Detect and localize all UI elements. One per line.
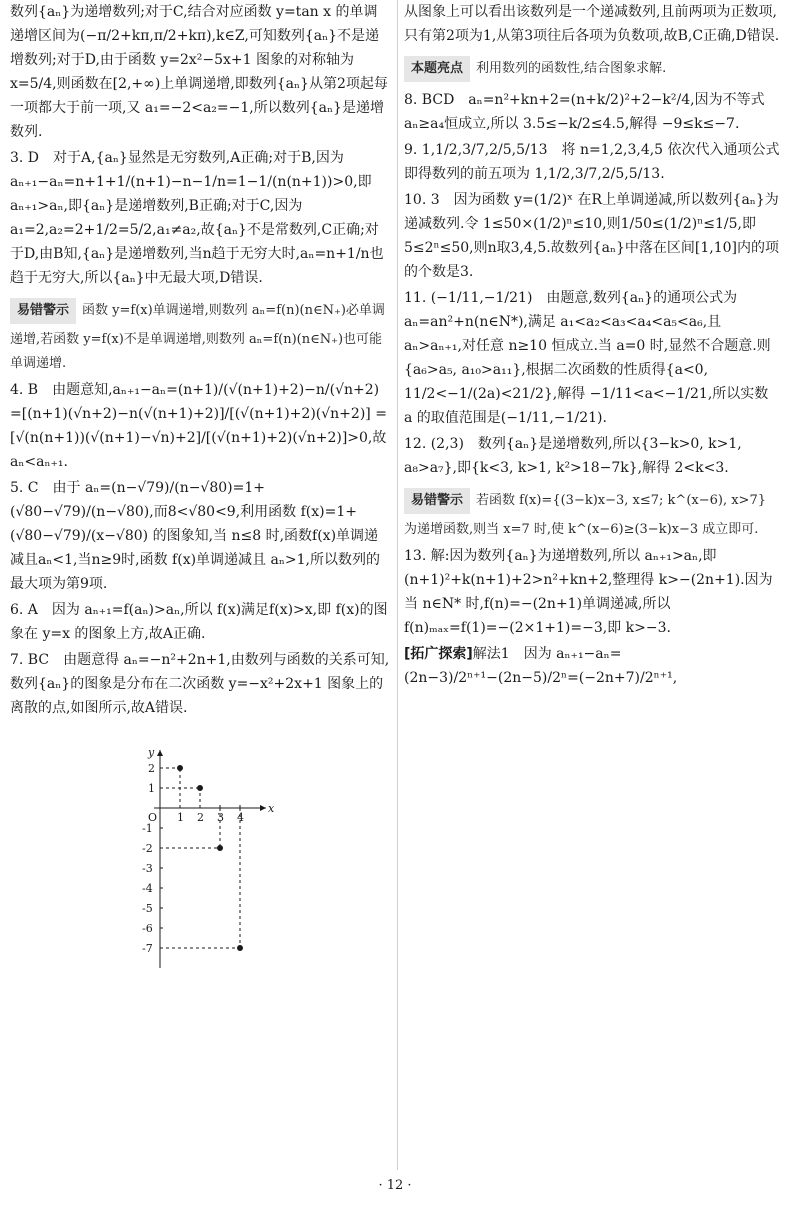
data-point [197, 785, 203, 791]
solution-9: 9. 1,1/2,3/7,2/5,5/13 将 n=1,2,3,4,5 依次代入通项公式即得数列的前五项为 1,1/2,3/7,2/5,5/13. [404, 142, 780, 182]
solution-7: 7. BC 由题意得 aₙ=−n²+2n+1,由数列与函数的关系可知,数列{aₙ}的图象是分布在二次函数 y=−x²+2x+1 图象上的离散的点,如图所示,故A错误. [10, 652, 390, 716]
origin-label: O [148, 811, 158, 824]
y-tick-label: -5 [142, 902, 153, 915]
warning-box-2 [404, 482, 780, 542]
extension-tag: [拓广探索] [404, 646, 473, 662]
data-point [177, 765, 183, 771]
highlight-box [404, 50, 780, 86]
solution-13: 13. 解:因为数列{aₙ}为递增数列,所以 aₙ₊₁>aₙ,即(n+1)²+k(n+1)+2>n²+kn+2,整理得 k>−(2n+1).因为当 n∈N* 时,f(n)=−(2n+1)单调递减,所以 f(n)ₘₐₓ=f(1)=−(2×1+1)=−3,即 k>−3. [404, 548, 773, 636]
page-number: · 12 · [378, 1178, 412, 1193]
warning-text: 若函数 f(x)={(3−k)x−3, x≤7; k^(x−6), x>7} 为递增函数,则当 x=7 时,使 k^(x−6)≥(3−k)x−3 成立即可. [404, 493, 766, 537]
sequence-scatter-figure [10, 728, 390, 978]
y-tick-label: 2 [148, 762, 155, 775]
y-axis-arrow [157, 750, 163, 756]
solution-11: 11. (−1/11,−1/21) 由题意,数列{aₙ}的通项公式为aₙ=an²+n(n∈N*),满足 a₁<a₂<a₃<a₄<a₅<a₆,且 aₙ>aₙ₊₁,对任意 n≥10 恒成立.当 a=0 时,显然不合题意.则{a₆>a₅, a₁₀>a₁₁},根据二次函数的性质得{a<0, 11/2<−1/(2a)<21/2},解得 −1/11<a<−1/21,所以实数 a 的取值范围是(−1/11,−1/21). [404, 290, 771, 426]
y-tick-label: -1 [142, 822, 153, 835]
warning-box-1 [10, 292, 390, 376]
solution-8: 8. BCD aₙ=n²+kn+2=(n+k/2)²+2−k²/4,因为不等式aₙ≥a₄恒成立,所以 3.5≤−k/2≤4.5,解得 −9≤k≤−7. [404, 92, 765, 132]
solution-7-continued: 从图象上可以看出该数列是一个递减数列,且前两项为正数项,只有第2项为1,从第3项往后各项为负数项,故B,C正确,D错误. [404, 4, 780, 44]
solution-3: 3. D 对于A,{aₙ}显然是无穷数列,A正确;对于B,因为 aₙ₊₁−aₙ=n+1+1/(n+1)−n−1/n=1−1/(n(n+1))>0,即 aₙ₊₁>aₙ,即{aₙ}是递增数列,B正确;对于C,因为 a₁=2,a₂=2+1/2=5/2,a₁≠a₂,故{aₙ}不是常数列,C正确;对于D,由B知,{aₙ}是递增数列,当n趋于无穷大时,aₙ=n+1/n也趋于无穷大,所以{aₙ}中无最大项,D错误. [10, 150, 384, 286]
y-tick-label: -4 [142, 882, 153, 895]
solution-continuation-2: 数列{aₙ}为递增数列;对于C,结合对应函数 y=tan x 的单调递增区间为(−π/2+kπ,π/2+kπ),k∈Z,可知数列{aₙ}不是递增数列;对于D,由于函数 y=2x²−5x+1 图象的对称轴为 x=5/4,则函数在[2,+∞)上单调递增,即数列{aₙ}从第2项起每一项都大于前一项,又 a₁=−2<a₂=−1,所以数列{aₙ}是递增数列. [10, 4, 388, 140]
x-tick-label: 4 [237, 811, 244, 824]
warning-text: 函数 y=f(x)单调递增,则数列 aₙ=f(n)(n∈N₊)必单调递增,若函数 y=f(x)不是单调递增,则数列 aₙ=f(n)(n∈N₊)也可能单调递增. [10, 303, 385, 371]
y-tick-label: -6 [142, 922, 153, 935]
y-tick-label: -7 [142, 942, 153, 955]
data-point [237, 945, 243, 951]
x-tick-label: 1 [177, 811, 184, 824]
highlight-text: 利用数列的函数性,结合图象求解. [476, 61, 667, 76]
x-axis-label: x [268, 802, 275, 815]
solution-6: 6. A 因为 aₙ₊₁=f(aₙ)>aₙ,所以 f(x)满足f(x)>x,即 f(x)的图象在 y=x 的图象上方,故A正确. [10, 602, 388, 642]
x-axis-arrow [260, 805, 266, 811]
solution-4: 4. B 由题意知,aₙ₊₁−aₙ=(n+1)/(√(n+1)+2)−n/(√n+2) =[(n+1)(√n+2)−n(√(n+1)+2)]/[(√(n+1)+2)(√n+2)] =[√(n(n+1))(√(n+1)−√n)+2]/[(√(n+1)+2)(√n+2)]>0,故 aₙ<aₙ₊₁. [10, 382, 387, 470]
left-column [10, 0, 390, 986]
y-tick-label: 1 [148, 782, 155, 795]
column-divider [397, 0, 398, 1170]
solution-10: 10. 3 因为函数 y=(1/2)ˣ 在R上单调递减,所以数列{aₙ}为递减数列.令 1≤50×(1/2)ⁿ≤10,则1/50≤(1/2)ⁿ≤1/5,即 5≤2ⁿ≤50,则n取3,4,5.故数列{aₙ}中落在区间[1,10]内的项的个数是3. [404, 192, 779, 280]
warning-tag: 易错警示 [10, 298, 76, 324]
warning-tag: 易错警示 [404, 488, 470, 514]
x-tick-label: 3 [217, 811, 224, 824]
highlight-tag: 本题亮点 [404, 56, 470, 82]
y-tick-label: -2 [142, 842, 153, 855]
solution-5: 5. C 由于 aₙ=(n−√79)/(n−√80)=1+(√80−√79)/(n−√80),而8<√80<9,利用函数 f(x)=1+(√80−√79)/(x−√80) 的图象知,当 n≤8 时,函数f(x)单调递减且aₙ<1,当n≥9时,函数 f(x)单调递减且 aₙ>1,所以数列的最大项为第9项. [10, 480, 380, 592]
x-tick-label: 2 [197, 811, 204, 824]
y-tick-label: -3 [142, 862, 153, 875]
right-column [404, 0, 780, 692]
solution-12: 12. (2,3) 数列{aₙ}是递增数列,所以{3−k>0, k>1, a₈>a₇},即{k<3, k>1, k²>18−7k},解得 2<k<3. [404, 436, 742, 476]
data-point [217, 845, 223, 851]
extension-explore [404, 642, 780, 690]
extension-text: 解法1 因为 aₙ₊₁−aₙ=(2n−3)/2ⁿ⁺¹−(2n−5)/2ⁿ=(−2n+7)/2ⁿ⁺¹, [404, 646, 678, 686]
y-axis-label: y [148, 746, 155, 759]
